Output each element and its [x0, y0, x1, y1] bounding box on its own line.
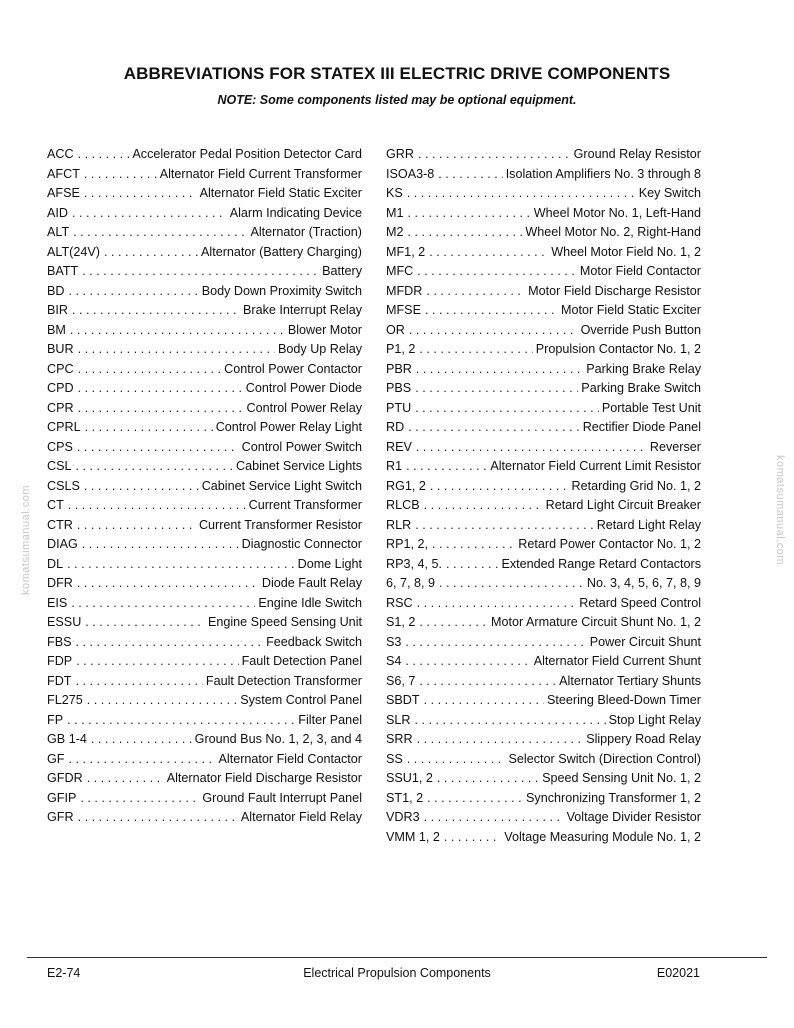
abbreviation-entry — [386, 204, 701, 224]
abbreviation-entry — [386, 184, 701, 204]
leader-dots — [405, 652, 530, 672]
abbreviation-code: R1 — [386, 459, 403, 473]
leader-dots — [417, 730, 584, 750]
leader-dots — [430, 477, 569, 497]
leader-dots — [425, 301, 558, 321]
abbreviation-description: Filter Panel — [298, 712, 362, 727]
leader-dots — [437, 769, 539, 789]
abbreviation-code: P1, 2 — [386, 342, 416, 356]
leader-dots — [429, 243, 548, 263]
abbreviation-entry — [47, 672, 362, 692]
abbreviation-entry — [386, 750, 701, 770]
abbreviation-code: OR — [386, 322, 405, 337]
abbreviation-entry — [386, 145, 701, 165]
leader-dots — [78, 145, 130, 165]
leader-dots — [72, 301, 240, 321]
abbreviation-entry — [47, 652, 362, 672]
abbreviation-entry — [47, 535, 362, 555]
abbreviation-description: Parking Brake Switch — [581, 381, 701, 395]
leader-dots — [78, 360, 222, 380]
abbreviation-code: AFCT — [47, 166, 80, 181]
abbreviation-description: Override Push Button — [580, 322, 701, 337]
leader-dots — [406, 457, 487, 477]
abbreviation-entry — [386, 418, 701, 438]
abbreviation-description: Feedback Switch — [266, 634, 362, 649]
abbreviation-code: GF — [47, 751, 65, 766]
abbreviation-description: Parking Brake Relay — [586, 361, 701, 376]
leader-dots — [426, 282, 525, 302]
abbreviation-entry — [47, 691, 362, 711]
abbreviation-code: RP3, 4, 5. — [386, 556, 443, 571]
abbreviation-entry — [386, 340, 701, 360]
abbreviation-code: BATT — [47, 264, 79, 278]
leader-dots — [82, 262, 319, 282]
leader-dots — [68, 496, 246, 516]
abbreviation-description: System Control Panel — [240, 693, 362, 707]
abbreviation-description: Propulsion Contactor No. 1, 2 — [535, 342, 701, 356]
abbreviation-description: Steering Bleed-Down Timer — [547, 693, 701, 707]
abbreviation-code: BIR — [47, 303, 68, 317]
abbreviation-code: MFDR — [386, 283, 423, 298]
abbreviation-code: ALT — [47, 225, 70, 239]
abbreviation-description: Alternator Field Current Shunt — [533, 654, 701, 668]
abbreviation-code: 6, 7, 8, 9 — [386, 576, 436, 590]
leader-dots — [76, 652, 238, 672]
optional-equipment-note: NOTE: Some components listed may be optional equipment. — [217, 93, 577, 107]
leader-dots — [408, 204, 531, 224]
footer-page-number: E2-74 — [47, 966, 81, 980]
abbreviation-description: Control Power Relay Light — [215, 420, 362, 434]
abbreviation-description: Key Switch — [638, 186, 701, 200]
abbreviation-entry — [386, 282, 701, 302]
abbreviation-code: AFSE — [47, 186, 80, 200]
abbreviation-entry — [386, 789, 701, 809]
abbreviation-entry — [386, 711, 701, 731]
abbreviation-description: Current Transformer Resistor — [198, 517, 362, 532]
abbreviation-code: RG1, 2 — [386, 478, 426, 493]
abbreviation-description: Diagnostic Connector — [241, 537, 362, 551]
abbreviation-entry — [47, 613, 362, 633]
abbreviation-description: Alternator Field Contactor — [218, 751, 362, 766]
abbreviation-description: Retarding Grid No. 1, 2 — [571, 478, 701, 493]
abbreviation-code: S1, 2 — [386, 615, 416, 629]
abbreviation-description: Blower Motor — [287, 322, 362, 337]
abbreviation-description: Alternator (Traction) — [250, 225, 362, 239]
abbreviation-entry — [386, 555, 701, 575]
abbreviation-description: Wheel Motor Field No. 1, 2 — [551, 244, 701, 259]
leader-dots — [424, 808, 564, 828]
abbreviation-entry — [386, 516, 701, 536]
abbreviation-entry — [47, 438, 362, 458]
abbreviation-description: Power Circuit Shunt — [589, 634, 701, 649]
abbreviation-code: S6, 7 — [386, 673, 416, 688]
abbreviation-description: Control Power Diode — [245, 381, 362, 395]
abbreviation-description: Selector Switch (Direction Control) — [508, 751, 701, 766]
abbreviation-description: Motor Field Discharge Resistor — [528, 283, 701, 298]
abbreviation-description: Slippery Road Relay — [586, 732, 701, 746]
abbreviation-description: Accelerator Pedal Position Detector Card — [132, 147, 362, 161]
leader-dots — [69, 282, 199, 302]
abbreviation-code: ESSU — [47, 615, 82, 629]
abbreviation-entry — [386, 594, 701, 614]
abbreviation-description: Brake Interrupt Relay — [243, 303, 362, 317]
abbreviation-code: ALT(24V) — [47, 244, 100, 259]
abbreviations-right-column — [386, 145, 701, 847]
abbreviation-entry — [386, 672, 701, 692]
abbreviation-entry — [47, 750, 362, 770]
abbreviation-entry — [47, 301, 362, 321]
leader-dots — [415, 399, 599, 419]
page-title: ABBREVIATIONS FOR STATEX III ELECTRIC DRIVE COMPONENTS — [123, 64, 671, 83]
abbreviation-description: Cabinet Service Lights — [235, 459, 362, 473]
abbreviation-code: DIAG — [47, 537, 78, 551]
abbreviation-code: EIS — [47, 595, 68, 610]
abbreviation-code: SBDT — [386, 693, 420, 707]
abbreviation-entry — [47, 379, 362, 399]
abbreviation-description: Retard Speed Control — [579, 595, 701, 610]
abbreviation-entry — [47, 496, 362, 516]
abbreviation-description: Alarm Indicating Device — [229, 205, 362, 220]
abbreviation-entry — [386, 652, 701, 672]
abbreviation-description: Motor Field Static Exciter — [561, 303, 701, 317]
abbreviation-entry — [47, 808, 362, 828]
abbreviation-description: Current Transformer — [248, 498, 362, 512]
abbreviation-code: CPS — [47, 439, 73, 454]
abbreviation-code: CSLS — [47, 478, 80, 493]
leader-dots — [70, 321, 285, 341]
abbreviation-entry — [386, 223, 701, 243]
abbreviation-description: Motor Armature Circuit Shunt No. 1, 2 — [491, 615, 701, 629]
abbreviation-code: AID — [47, 205, 68, 220]
abbreviation-description: No. 3, 4, 5, 6, 7, 8, 9 — [586, 576, 701, 590]
leader-dots — [75, 672, 202, 692]
abbreviation-entry — [47, 477, 362, 497]
abbreviation-entry — [386, 477, 701, 497]
abbreviation-code: RP1, 2, — [386, 537, 428, 551]
leader-dots — [67, 555, 294, 575]
abbreviation-code: PBR — [386, 361, 412, 376]
leader-dots — [407, 184, 636, 204]
leader-dots — [104, 243, 198, 263]
abbreviation-entry — [47, 145, 362, 165]
abbreviation-entry — [47, 769, 362, 789]
abbreviation-description: Stop Light Relay — [608, 712, 701, 727]
abbreviation-code: S4 — [386, 654, 402, 668]
abbreviation-entry — [47, 165, 362, 185]
abbreviation-code: MFSE — [386, 303, 421, 317]
abbreviation-entry — [47, 399, 362, 419]
leader-dots — [418, 145, 571, 165]
footer-document-id: E02021 — [656, 966, 700, 980]
abbreviation-code: PTU — [386, 400, 412, 415]
abbreviation-description: Voltage Divider Resistor — [566, 810, 701, 824]
abbreviation-code: RD — [386, 420, 405, 434]
leader-dots — [77, 516, 196, 536]
abbreviation-entry — [386, 691, 701, 711]
abbreviation-code: GFIP — [47, 790, 77, 805]
leader-dots — [78, 340, 275, 360]
leader-dots — [87, 769, 164, 789]
abbreviation-description: Alternator Field Discharge Resistor — [166, 771, 362, 785]
abbreviation-description: Wheel Motor No. 2, Right-Hand — [525, 225, 701, 239]
leader-dots — [84, 477, 199, 497]
leader-dots — [80, 789, 199, 809]
abbreviation-code: REV — [386, 439, 412, 454]
leader-dots — [444, 828, 501, 848]
abbreviation-description: Diode Fault Relay — [261, 576, 362, 590]
leader-dots — [77, 574, 259, 594]
abbreviation-description: Engine Speed Sensing Unit — [207, 615, 362, 629]
leader-dots — [78, 808, 238, 828]
abbreviation-description: Synchronizing Transformer 1, 2 — [526, 790, 701, 805]
abbreviation-description: Voltage Measuring Module No. 1, 2 — [504, 829, 701, 844]
abbreviation-code: M2 — [386, 225, 404, 239]
abbreviation-code: MF1, 2 — [386, 244, 426, 259]
abbreviation-entry — [386, 438, 701, 458]
leader-dots — [67, 711, 295, 731]
abbreviation-description: Alternator (Battery Charging) — [201, 244, 362, 259]
abbreviation-description: Wheel Motor No. 1, Left-Hand — [533, 205, 701, 220]
abbreviation-entry — [47, 282, 362, 302]
abbreviation-entry — [47, 243, 362, 263]
abbreviation-code: ISOA3-8 — [386, 166, 435, 181]
abbreviation-code: FBS — [47, 634, 72, 649]
abbreviation-entry — [47, 204, 362, 224]
leader-dots — [71, 594, 255, 614]
abbreviation-code: VDR3 — [386, 810, 420, 824]
abbreviation-description: Portable Test Unit — [601, 400, 701, 415]
abbreviation-description: Battery — [322, 264, 362, 278]
abbreviation-code: PBS — [386, 381, 412, 395]
leader-dots — [82, 535, 239, 555]
abbreviation-description: Alternator Field Current Transformer — [159, 166, 362, 181]
leader-dots — [73, 223, 247, 243]
abbreviation-description: Retard Light Relay — [596, 517, 701, 532]
abbreviation-code: GFDR — [47, 771, 83, 785]
leader-dots — [427, 789, 523, 809]
leader-dots — [419, 613, 488, 633]
abbreviation-description: Dome Light — [297, 556, 362, 571]
leader-dots — [76, 457, 233, 477]
abbreviation-description: Speed Sensing Unit No. 1, 2 — [542, 771, 701, 785]
abbreviation-entry — [47, 223, 362, 243]
leader-dots — [84, 184, 197, 204]
abbreviation-description: Body Up Relay — [278, 342, 362, 356]
abbreviation-entry — [386, 769, 701, 789]
leader-dots — [415, 379, 578, 399]
abbreviation-code: VMM 1, 2 — [386, 829, 440, 844]
watermark-right: komatsumanual.com — [774, 455, 786, 565]
abbreviation-entry — [386, 321, 701, 341]
abbreviation-entry — [47, 574, 362, 594]
abbreviation-description: Control Power Contactor — [224, 361, 362, 376]
abbreviation-code: FL275 — [47, 693, 83, 707]
abbreviation-code: S3 — [386, 634, 402, 649]
footer-divider — [27, 957, 767, 958]
abbreviation-entry — [47, 262, 362, 282]
abbreviation-entry — [386, 379, 701, 399]
abbreviation-description: Alternator Field Current Limit Resistor — [490, 459, 701, 473]
leader-dots — [415, 516, 593, 536]
leader-dots — [72, 204, 227, 224]
leader-dots — [78, 379, 243, 399]
abbreviation-code: BD — [47, 283, 65, 298]
watermark-left: komatsumanual.com — [20, 485, 32, 595]
abbreviation-code: ACC — [47, 147, 74, 161]
leader-dots — [84, 165, 157, 185]
abbreviation-entry — [386, 574, 701, 594]
abbreviation-code: CSL — [47, 459, 72, 473]
abbreviation-code: DL — [47, 556, 64, 571]
leader-dots — [77, 438, 239, 458]
abbreviation-entry — [386, 730, 701, 750]
abbreviation-description: Control Power Switch — [241, 439, 362, 454]
abbreviation-entry — [386, 828, 701, 848]
leader-dots — [91, 730, 192, 750]
abbreviation-entry — [47, 184, 362, 204]
abbreviation-code: ST1, 2 — [386, 790, 424, 805]
leader-dots — [408, 418, 579, 438]
abbreviation-entry — [386, 262, 701, 282]
abbreviation-code: BUR — [47, 342, 74, 356]
abbreviation-code: KS — [386, 186, 403, 200]
leader-dots — [69, 750, 216, 770]
abbreviation-code: BM — [47, 322, 66, 337]
abbreviation-description: Retard Light Circuit Breaker — [545, 498, 701, 512]
abbreviation-description: Isolation Amplifiers No. 3 through 8 — [505, 166, 701, 181]
abbreviation-entry — [386, 808, 701, 828]
abbreviation-description: Cabinet Service Light Switch — [201, 478, 362, 493]
abbreviation-entry — [386, 301, 701, 321]
abbreviation-description: Alternator Field Static Exciter — [199, 186, 362, 200]
abbreviation-entry — [386, 535, 701, 555]
abbreviation-code: RLR — [386, 517, 412, 532]
abbreviation-description: Alternator Field Relay — [240, 810, 362, 824]
abbreviation-description: Rectifier Diode Panel — [582, 420, 701, 434]
abbreviation-entry — [386, 613, 701, 633]
abbreviation-description: Ground Fault Interrupt Panel — [202, 790, 362, 805]
abbreviation-description: Engine Idle Switch — [258, 595, 362, 610]
abbreviation-code: FDT — [47, 673, 72, 688]
abbreviation-description: Reverser — [649, 439, 701, 454]
abbreviation-code: DFR — [47, 576, 73, 590]
leader-dots — [417, 594, 577, 614]
abbreviation-description: Retard Power Contactor No. 1, 2 — [518, 537, 701, 551]
abbreviation-entry — [386, 457, 701, 477]
abbreviation-entry — [386, 243, 701, 263]
abbreviation-code: RLCB — [386, 498, 420, 512]
abbreviation-entry — [47, 340, 362, 360]
abbreviation-entry — [47, 730, 362, 750]
abbreviation-entry — [386, 360, 701, 380]
abbreviation-entry — [47, 418, 362, 438]
leader-dots — [415, 711, 606, 731]
abbreviation-code: M1 — [386, 205, 404, 220]
abbreviation-code: GB 1-4 — [47, 732, 87, 746]
abbreviation-code: FP — [47, 712, 64, 727]
abbreviation-code: CPD — [47, 381, 74, 395]
abbreviation-entry — [47, 594, 362, 614]
abbreviation-description: Body Down Proximity Switch — [201, 283, 362, 298]
abbreviation-description: Ground Relay Resistor — [573, 147, 701, 161]
abbreviation-code: SS — [386, 751, 403, 766]
leader-dots — [76, 633, 264, 653]
abbreviation-code: CPRL — [47, 420, 81, 434]
abbreviation-code: GRR — [386, 147, 414, 161]
leader-dots — [407, 750, 506, 770]
abbreviation-description: Fault Detection Panel — [241, 654, 362, 668]
abbreviations-left-column — [47, 145, 362, 828]
leader-dots — [87, 691, 237, 711]
leader-dots — [419, 340, 532, 360]
abbreviation-entry — [386, 165, 701, 185]
abbreviation-code: CPC — [47, 361, 74, 376]
abbreviation-description: Control Power Relay — [246, 400, 362, 415]
abbreviation-code: CT — [47, 498, 64, 512]
leader-dots — [439, 574, 584, 594]
leader-dots — [419, 672, 556, 692]
abbreviation-code: SSU1, 2 — [386, 771, 433, 785]
abbreviation-entry — [47, 555, 362, 575]
abbreviation-code: RSC — [386, 595, 413, 610]
abbreviation-entry — [386, 633, 701, 653]
leader-dots — [416, 438, 647, 458]
abbreviation-entry — [47, 711, 362, 731]
abbreviation-description: Alternator Tertiary Shunts — [559, 673, 701, 688]
abbreviation-entry — [386, 496, 701, 516]
abbreviation-description: Extended Range Retard Contactors — [501, 556, 701, 571]
abbreviation-entry — [47, 633, 362, 653]
abbreviation-code: CPR — [47, 400, 74, 415]
abbreviation-description: Fault Detection Transformer — [205, 673, 362, 688]
abbreviation-entry — [47, 789, 362, 809]
abbreviation-description: Motor Field Contactor — [579, 264, 701, 278]
leader-dots — [85, 418, 213, 438]
abbreviation-code: SRR — [386, 732, 413, 746]
leader-dots — [405, 633, 586, 653]
abbreviation-entry — [386, 399, 701, 419]
footer-section-title: Electrical Propulsion Components — [303, 966, 491, 980]
leader-dots — [85, 613, 205, 633]
leader-dots — [78, 399, 244, 419]
leader-dots — [446, 555, 498, 575]
leader-dots — [408, 223, 523, 243]
leader-dots — [409, 321, 578, 341]
abbreviation-code: SLR — [386, 712, 411, 727]
leader-dots — [424, 691, 544, 711]
abbreviation-entry — [47, 457, 362, 477]
abbreviation-code: MFC — [386, 264, 414, 278]
abbreviation-entry — [47, 321, 362, 341]
abbreviation-code: CTR — [47, 517, 73, 532]
leader-dots — [424, 496, 543, 516]
abbreviation-entry — [47, 360, 362, 380]
abbreviation-entry — [47, 516, 362, 536]
leader-dots — [432, 535, 515, 555]
leader-dots — [416, 360, 583, 380]
abbreviation-description: Ground Bus No. 1, 2, 3, and 4 — [194, 732, 362, 746]
abbreviation-code: GFR — [47, 810, 74, 824]
leader-dots — [417, 262, 577, 282]
leader-dots — [438, 165, 502, 185]
abbreviation-code: FDP — [47, 654, 73, 668]
